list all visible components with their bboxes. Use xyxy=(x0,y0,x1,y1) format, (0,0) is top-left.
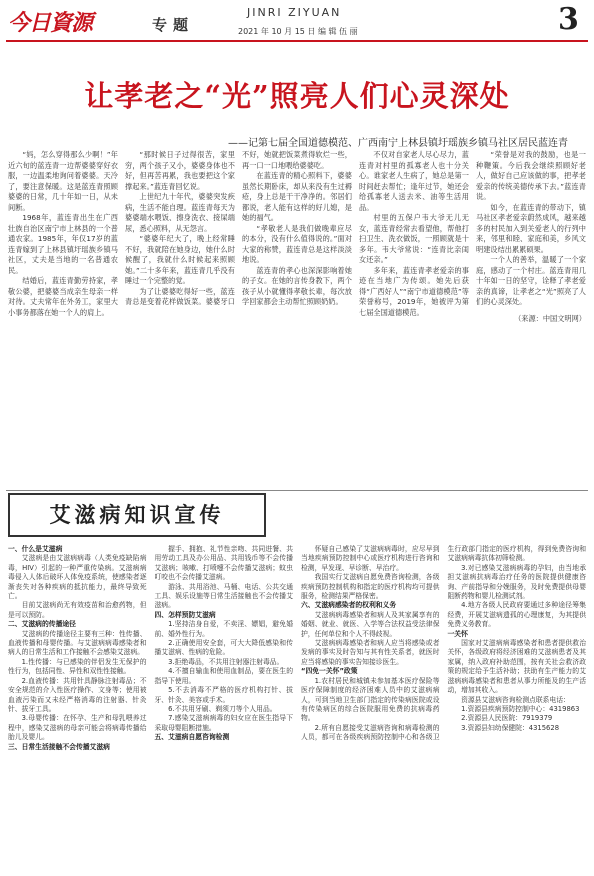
pinyin-title: JINRI ZIYUAN xyxy=(247,6,342,19)
article-paragraph: 在蓝连青的精心照料下，婆婆虽然长期卧床，却从来没有生过褥疮，身上总是干干净净的。邻居们都说，老人能有这样的好儿媳，是她的福气。 xyxy=(242,171,352,222)
section-heading: 一、什么是艾滋病 xyxy=(8,545,63,553)
article-paragraph: 1968年，蓝连青出生在广西壮族自治区南宁市上林县的一个普通农家。1985年，年仅17岁的蓝连青嫁到了上林县镇圩瑶族乡镇马社区，丈夫是当地的一名普通农民。 xyxy=(8,213,118,275)
education-paragraph: 2.血液传播：共用针具静脉注射毒品；不安全规范的介入性医疗操作、文身等；使用被血液污染而又未经严格消毒的注射器、针灸针、拔牙工具。 xyxy=(8,676,147,713)
education-paragraph: 艾滋病是由艾滋病病毒（人类免疫缺陷病毒，HIV）引起的一种严重传染病。艾滋病病毒侵入人体后破坏人体免疫系统，使感染者逐渐丧失对各种疾病的抵抗能力，最终导致死亡。 xyxy=(8,554,147,601)
section-heading: 二、艾滋病的传播途径 xyxy=(8,620,76,629)
education-paragraph: 4.不擅自输血和使用血制品，要在医生的指导下使用。 xyxy=(154,667,293,685)
education-paragraph: 3.拒绝毒品，不共用注射器注射毒品。 xyxy=(168,657,284,666)
education-paragraph: 怀疑自己感染了艾滋病病毒时，应尽早到当地疾病预防控制中心或医疗机构进行咨询和检测，早发现、早诊断、早治疗。 xyxy=(301,545,440,572)
education-paragraph: 3.母婴传播：在怀孕、生产和母乳喂养过程中，感染艾滋病的母亲可能会将病毒传播给胎儿及婴儿。 xyxy=(8,714,147,742)
section-heading: 四、怎样预防艾滋病 xyxy=(154,610,216,619)
section-heading: 六、艾滋病感染者的权利和义务 xyxy=(301,601,397,610)
article-credit: （来源：中国文明网） xyxy=(514,313,586,323)
newspaper-logo: 今日資源 xyxy=(8,10,93,36)
education-paragraph: 2.所有自愿接受艾滋病咨询和病毒检测的人员，都可在各级疾病预防控制中心和各级卫生行政部门指定的医疗机构，得到免费咨询和艾滋病病毒抗体初筛检测。 xyxy=(301,545,586,742)
article-paragraph: “孝敬老人是我们做晚辈应尽的本分，没有什么值得说的。”面对大家的称赞，蓝连青总是这样淡淡地说。 xyxy=(242,223,352,264)
article-paragraph: 上世纪九十年代，婆婆突发疾病，生活不能自理。蓝连青每天为婆婆端水喂饭、擦身洗衣、接屎端尿，悉心照料，从无怨言。 xyxy=(125,192,235,233)
education-paragraph: 5.不去消毒不严格的医疗机构打针、拔牙、针灸、美容或手术。 xyxy=(154,686,293,704)
article-paragraph: “婆婆年纪大了，晚上经常睡不好，我就陪在她身边，她什么时候醒了，我就什么时候起来照顾她。”二十多年来，蓝连青几乎没有睡过一个完整的觉。 xyxy=(125,234,235,285)
education-paragraph: 6.不共用牙刷、剃须刀等个人用品。 xyxy=(168,704,277,713)
education-paragraph: 我国实行艾滋病自愿免费咨询检测，各级疾病预防控制机构和指定的医疗机构均可提供服务，检测结果严格保密。 xyxy=(301,573,440,601)
education-paragraph: 3.对已感染艾滋病病毒的孕妇，由当地承担艾滋病抗病毒治疗任务的医院提供健康咨询、产前指导和分娩服务，及时免费提供母婴阻断药物和婴儿检测试剂。 xyxy=(447,563,586,601)
education-paragraph: 1.坚持洁身自爱，不卖淫、嫖娼，避免婚前、婚外性行为。 xyxy=(154,620,293,638)
education-paragraph: 艾滋病病毒感染者和病人应当将感染或者发病的事实及时告知与其有性关系者，就医时应当将感染的事实告知接诊医生。 xyxy=(301,639,440,666)
section-name: 专题 xyxy=(152,16,195,34)
article-paragraph: 为了让婆婆吃得好一些，蓝连青总是变着花样做饭菜。婆婆牙口不好，她就把饭菜煮得软烂一些，再一口一口地喂给婆婆吃。 xyxy=(125,150,352,306)
dateline: 2021 年 10 月 15 日 编 辑 伍 丽 xyxy=(238,27,358,36)
section-heading: 三、日常生活接触不会传播艾滋病 xyxy=(8,742,110,751)
headline: 让孝老之“光”照亮人们心灵深处 xyxy=(84,79,510,113)
article-paragraph: 不仅对自家老人尽心尽力，蓝连青对村里的孤寡老人也十分关心。谁家老人生病了，她总是第一时间赶去帮忙；逢年过节，她还会给孤寡老人送去米、油等生活用品。 xyxy=(359,150,469,212)
article-paragraph: 村里的五保户韦大爷无儿无女，蓝连青经常去看望他，帮他打扫卫生、洗衣做饭，一照顾就是十多年。韦大爷常说：“连青比亲闺女还亲。” xyxy=(359,213,469,264)
education-paragraph: 1.农村居民和城镇未参加基本医疗保险等医疗保障制度的经济困难人员中的艾滋病病人，可到当地卫生部门指定的传染病医院或设有传染病区的综合医院服用免费的抗病毒药物。 xyxy=(301,676,440,723)
education-body xyxy=(8,545,586,871)
education-paragraph: 国家对艾滋病病毒感染者和患者提供救治关怀，各级政府将经济困难的艾滋病患者及其家属，纳入政府补助范围，按有关社会救济政策的规定给予生活补助；扶助有生产能力的艾滋病病毒感染者和患者从事力所能及的生产活动，增加其收入。 xyxy=(447,639,586,695)
section-divider xyxy=(6,490,588,491)
education-paragraph: 游泳、共用浴池、马桶、电话、公共交通工具、娱乐设施等日常生活接触也不会传播艾滋病。 xyxy=(154,582,293,610)
education-paragraph: 目前艾滋病尚无有效疫苗和治愈药物，但是可以预防。 xyxy=(8,601,147,619)
education-paragraph: 艾滋病病毒感染者和病人及其家属享有的婚姻、就业、就医、入学等合法权益受法律保护，任何单位和个人不得歧视。 xyxy=(301,610,440,638)
article-paragraph: “妈，怎么穿得那么少啊！”年近六旬的蓝连青一边帮婆婆穿好衣服，一边温柔地询问着婆婆。天冷了，要注意保暖。这是蓝连青照顾婆婆的日常，几十年如一日，从未间断。 xyxy=(8,150,118,212)
education-paragraph: 7.感染艾滋病病毒的妇女应在医生指导下采取母婴阻断措施。 xyxy=(154,714,293,732)
education-paragraph: 资源县艾滋病咨询检测点联系电话： xyxy=(461,695,570,704)
feature-article xyxy=(8,150,586,484)
education-paragraph: 1.资源县疾病预防控制中心：4319863 xyxy=(461,704,580,713)
education-paragraph: 2.正确使用安全套，可大大降低感染和传播艾滋病、性病的危险。 xyxy=(154,639,293,657)
section-heading: 一关怀 xyxy=(447,629,468,638)
education-paragraph: 握手、拥抱、礼节性亲吻、共同进餐、共用劳动工具及办公用品、共用钱币等不会传播艾滋病；咳嗽、打喷嚏不会传播艾滋病；蚊虫叮咬也不会传播艾滋病。 xyxy=(154,545,293,582)
header-rule xyxy=(6,40,588,42)
article-paragraph: “那时候日子过得很苦，家里穷，两个孩子又小，婆婆身体也不好，但再苦再累，我也要把这个家撑起来。”蓝连青回忆说。 xyxy=(125,150,235,191)
education-title-box: 艾滋病知识宣传 xyxy=(8,493,266,537)
education-paragraph: 3.资源县妇幼保健院：4315628 xyxy=(461,723,560,732)
subheadline: ——记第七届全国道德模范、广西南宁上林县镇圩瑶族乡镇马社区居民蓝连青 xyxy=(228,138,568,149)
article-paragraph: 多年来，蓝连青孝老爱亲的事迹在当地广为传颂。她先后获得“广西好人”“南宁市道德模范”等荣誉称号，2019年，她被评为第七届全国道德模范。 xyxy=(359,265,469,317)
education-paragraph: 1.性传播：与已感染的伴侣发生无保护的性行为，包括同性、异性和双性性接触。 xyxy=(8,657,147,676)
article-paragraph: 一个人的善举，温暖了一个家庭，感动了一个村庄。蓝连青用几十年如一日的坚守，诠释了孝老爱亲的真谛，让孝老之“光”照亮了人们的心灵深处。 xyxy=(476,255,586,306)
article-paragraph: 如今，在蓝连青的带动下，镇马社区孝老爱亲蔚然成风，越来越多的村民加入到关爱老人的行列中来，邻里和睦、家庭和美，乡风文明建设结出累累硕果。 xyxy=(476,202,586,254)
article-paragraph: 结婚后，蓝连青勤劳持家，孝敬公婆，把婆婆当成亲生母亲一样对待。丈夫常年在外务工，家里大小事务都落在她一个人的肩上。 xyxy=(8,276,118,317)
article-paragraph: 蓝连青的孝心也深深影响着她的子女。在她的言传身教下，两个孩子从小就懂得孝敬长辈，每次放学回家都会主动帮忙照顾奶奶。 xyxy=(242,265,352,306)
section-heading: 五、艾滋病自愿咨询检测 xyxy=(154,733,230,742)
education-paragraph: 4.地方各级人民政府要通过多种途径筹集经费，开展艾滋病遗孤的心理康复，为其提供免费义务教育。 xyxy=(447,601,586,629)
masthead xyxy=(0,0,594,40)
section-heading: “四免一关怀”政策 xyxy=(301,667,358,676)
education-paragraph: 艾滋病的传播途径主要有三种：性传播、血液传播和母婴传播。与艾滋病病毒感染者和病人的日常生活和工作接触不会感染艾滋病。 xyxy=(8,629,147,657)
page-number: 3 xyxy=(558,2,579,37)
education-paragraph: 2.资源县人民医院：7919379 xyxy=(461,714,553,723)
article-paragraph: “荣誉是对我的鼓励，也是一种鞭策。今后我会继续照顾好老人，做好自己应该做的事，把孝老爱亲的传统美德传承下去。”蓝连青说。 xyxy=(476,150,586,201)
